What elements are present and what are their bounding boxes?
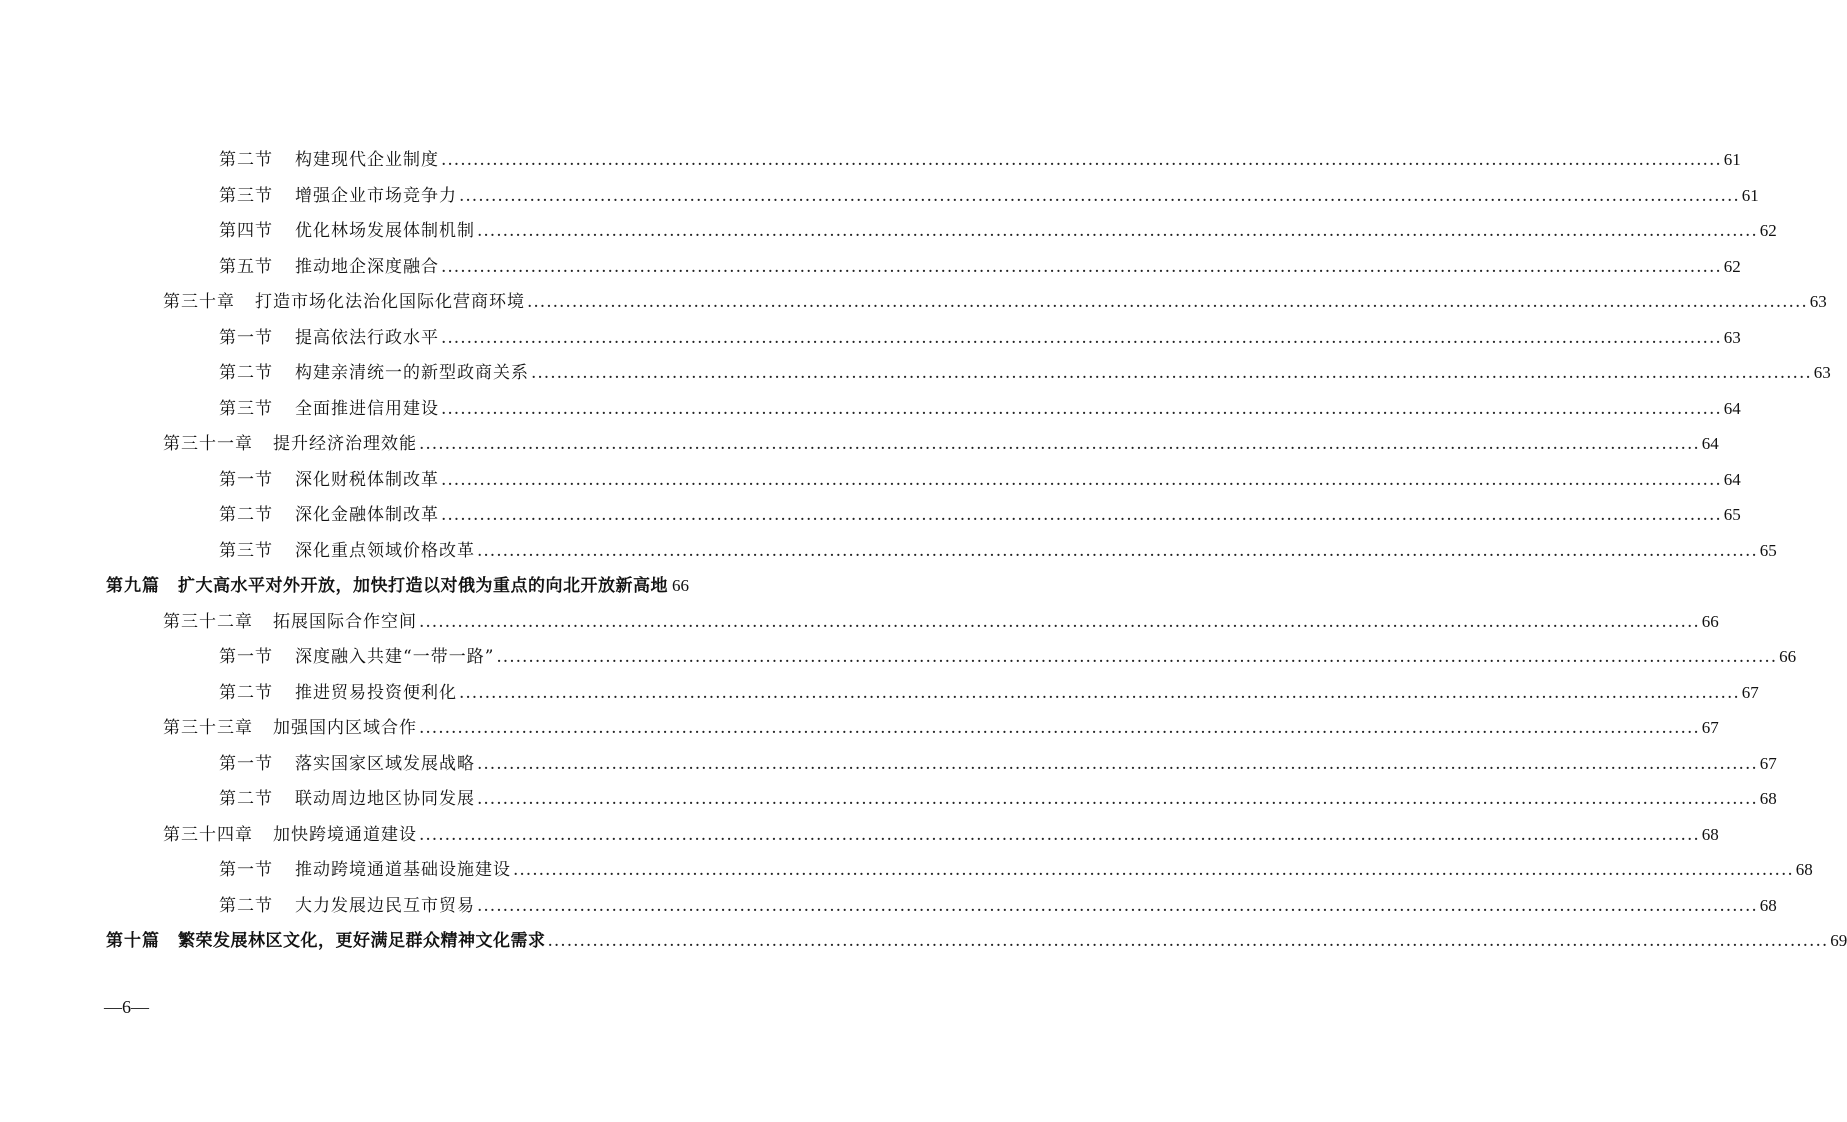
toc-dot-leader <box>477 784 1758 814</box>
toc-entry-label: 第二节 <box>219 150 273 170</box>
toc-entry-title: 提升经济治理效能 <box>273 434 417 454</box>
toc-entry-page-number: 68 <box>1701 824 1719 844</box>
toc-entry-label: 第一节 <box>219 647 273 667</box>
toc-entry-title: 全面推进信用建设 <box>295 398 439 419</box>
toc-entry-page-number: 68 <box>1795 860 1813 879</box>
toc-entry-section <box>219 855 1813 885</box>
toc-entry-page-number: 62 <box>1723 256 1741 276</box>
toc-entry-section <box>219 216 1777 246</box>
toc-entry-part <box>106 926 1847 956</box>
toc-entry-section <box>219 145 1741 175</box>
toc-entry-title: 推动地企深度融合 <box>295 256 439 277</box>
page-number: —6— <box>104 997 149 1017</box>
toc-entry-label: 第三十四章 <box>163 824 253 845</box>
toc-entry-section <box>219 394 1741 424</box>
toc-entry-title: 繁荣发展林区文化，更好满足群众精神文化需求 <box>178 931 546 951</box>
toc-entry-label: 第三十三章 <box>163 718 253 738</box>
toc-entry-title: 落实国家区域发展战略 <box>295 753 475 774</box>
toc-entry-page-number: 67 <box>1759 753 1777 773</box>
toc-entry-label: 第三十一章 <box>163 434 253 454</box>
toc-dot-leader <box>441 145 1722 175</box>
toc-entry-section <box>219 784 1777 814</box>
toc-dot-leader <box>419 607 1700 637</box>
toc-dot-leader <box>441 323 1722 353</box>
toc-entry-title: 加快跨境通道建设 <box>273 824 417 845</box>
toc-entry-page-number: 67 <box>1701 718 1719 737</box>
toc-dot-leader <box>419 713 1700 743</box>
toc-entry-title: 提高依法行政水平 <box>295 327 439 348</box>
toc-entry-section <box>219 678 1759 708</box>
toc-entry-label: 第一节 <box>219 860 273 880</box>
toc-entry-page-number: 67 <box>1741 682 1759 702</box>
toc-entry-label: 第三节 <box>219 540 273 561</box>
toc-entry-label: 第九篇 <box>106 576 160 596</box>
toc-dot-leader <box>513 855 1794 885</box>
toc-entry-label: 第三十章 <box>163 292 235 312</box>
toc-entry-section <box>219 642 1797 672</box>
toc-dot-leader <box>441 500 1722 530</box>
toc-entry-section <box>219 536 1777 566</box>
toc-entry-page-number: 63 <box>1813 363 1831 382</box>
toc-entry-title: 推进贸易投资便利化 <box>295 682 457 703</box>
toc-entry-title: 深化金融体制改革 <box>295 505 439 525</box>
toc-dot-leader <box>477 749 1758 779</box>
toc-dot-leader <box>477 216 1758 246</box>
toc-entry-label: 第二节 <box>219 363 273 383</box>
toc-entry-title: 联动周边地区协同发展 <box>295 789 475 809</box>
toc-dot-leader <box>441 465 1722 495</box>
toc-entry-label: 第三节 <box>219 185 273 206</box>
toc-entry-section <box>219 891 1777 921</box>
toc-dot-leader <box>459 181 1740 211</box>
toc-entry-page-number: 64 <box>1723 398 1741 418</box>
toc-dot-leader <box>441 252 1722 282</box>
toc-entry-page-number: 63 <box>1809 292 1827 311</box>
toc-entry-label: 第五节 <box>219 256 273 277</box>
toc-entry-title: 构建亲清统一的新型政商关系 <box>295 363 529 383</box>
toc-entry-part <box>106 571 689 601</box>
toc-entry-page-number: 68 <box>1759 895 1777 915</box>
toc-entry-page-number: 65 <box>1723 505 1741 524</box>
toc-entry-page-number: 63 <box>1723 327 1741 347</box>
toc-entry-chapter <box>163 607 1719 637</box>
toc-entry-page-number: 64 <box>1701 434 1719 453</box>
toc-entry-page-number: 62 <box>1759 221 1777 240</box>
toc-entry-label: 第一节 <box>219 469 273 490</box>
toc-entry-label: 第十篇 <box>106 931 160 951</box>
toc-entry-section <box>219 252 1741 282</box>
toc-dot-leader <box>459 678 1740 708</box>
toc-entry-title: 深度融入共建“一带一路” <box>295 647 495 667</box>
toc-entry-label: 第一节 <box>219 327 273 348</box>
toc-dot-leader <box>527 287 1808 317</box>
toc-entry-title: 加强国内区域合作 <box>273 718 417 738</box>
toc-dot-leader <box>477 891 1758 921</box>
toc-entry-label: 第四节 <box>219 221 273 241</box>
toc-entry-label: 第三十二章 <box>163 611 253 632</box>
toc-entry-label: 第二节 <box>219 682 273 703</box>
toc-entry-chapter <box>163 820 1719 850</box>
toc-entry-section <box>219 358 1831 388</box>
toc-dot-leader <box>441 394 1722 424</box>
toc-entry-page-number: 64 <box>1723 469 1741 489</box>
toc-entry-chapter <box>163 429 1719 459</box>
toc-entry-title: 大力发展边民互市贸易 <box>295 895 475 916</box>
toc-entry-page-number: 66 <box>672 576 689 595</box>
toc-dot-leader <box>419 429 1700 459</box>
toc-entry-title: 增强企业市场竞争力 <box>295 185 457 206</box>
toc-entry-label: 第一节 <box>219 753 273 774</box>
toc-entry-page-number: 68 <box>1759 789 1777 808</box>
toc-entry-title: 深化重点领域价格改革 <box>295 540 475 561</box>
toc-entry-section <box>219 749 1777 779</box>
toc-entry-page-number: 65 <box>1759 540 1777 560</box>
toc-entry-chapter <box>163 287 1827 317</box>
toc-dot-leader <box>496 642 1777 672</box>
toc-entry-label: 第三节 <box>219 398 273 419</box>
toc-dot-leader <box>477 536 1758 566</box>
toc-entry-section <box>219 323 1741 353</box>
toc-entry-page-number: 66 <box>1701 611 1719 631</box>
toc-entry-title: 拓展国际合作空间 <box>273 611 417 632</box>
toc-entry-page-number: 69 <box>1830 931 1847 950</box>
toc-entry-title: 深化财税体制改革 <box>295 469 439 490</box>
toc-entry-title: 构建现代企业制度 <box>295 150 439 170</box>
toc-dot-leader <box>419 820 1700 850</box>
toc-entry-title: 打造市场化法治化国际化营商环境 <box>255 292 525 312</box>
toc-dot-leader <box>531 358 1812 388</box>
toc-entry-page-number: 61 <box>1741 185 1759 205</box>
toc-entry-label: 第二节 <box>219 505 273 525</box>
toc-dot-leader <box>548 926 1829 956</box>
toc-entry-title: 优化林场发展体制机制 <box>295 221 475 241</box>
toc-entry-title: 推动跨境通道基础设施建设 <box>295 860 511 880</box>
toc-entry-section <box>219 500 1741 530</box>
toc-entry-section <box>219 181 1759 211</box>
toc-entry-chapter <box>163 713 1719 743</box>
toc-entry-label: 第二节 <box>219 789 273 809</box>
toc-entry-title: 扩大高水平对外开放，加快打造以对俄为重点的向北开放新高地 <box>178 576 668 596</box>
toc-entry-page-number: 66 <box>1779 647 1797 666</box>
toc-entry-section <box>219 465 1741 495</box>
toc-entry-page-number: 61 <box>1723 150 1741 169</box>
toc-entry-label: 第二节 <box>219 895 273 916</box>
